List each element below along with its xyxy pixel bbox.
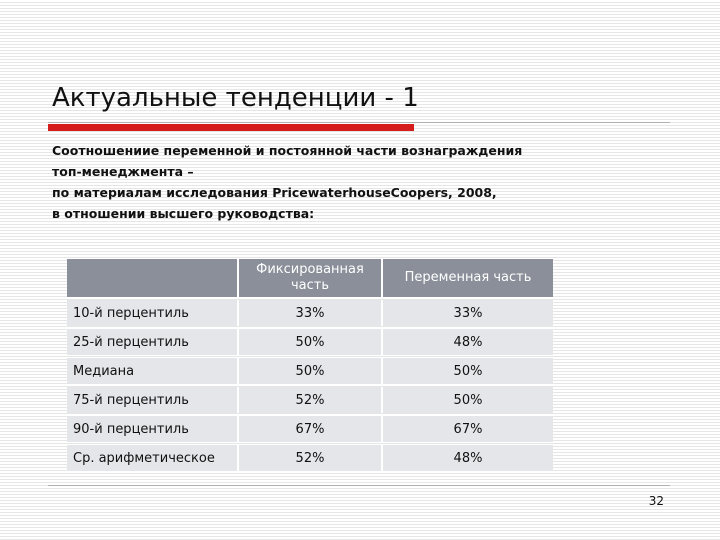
fixed-value: 50% (237, 329, 381, 355)
variable-value: 50% (381, 358, 553, 384)
table-row (67, 387, 553, 413)
subtitle-line: в отношении высшего руководства: (52, 206, 315, 221)
header-cell-label (67, 259, 237, 297)
fixed-value: 52% (237, 445, 381, 471)
variable-value: 48% (381, 445, 553, 471)
fixed-value: 67% (237, 416, 381, 442)
fixed-value: 50% (237, 358, 381, 384)
slide-title: Актуальные тенденции - 1 (52, 83, 419, 113)
row-label: Медиана (67, 358, 237, 384)
table-header-row (67, 259, 553, 297)
subtitle-line: топ-менеджмента – (52, 164, 194, 179)
footer-divider (48, 485, 670, 486)
row-label: 25-й перцентиль (67, 329, 237, 355)
row-label: Ср. арифметическое (67, 445, 237, 471)
title-accent-bar (48, 124, 414, 131)
slide-subtitle (52, 140, 672, 224)
page-number: 32 (648, 494, 664, 508)
subtitle-line: Соотношениие переменной и постоянной части вознаграждения (52, 143, 523, 158)
variable-value: 50% (381, 387, 553, 413)
row-label: 75-й перцентиль (67, 387, 237, 413)
row-label: 10-й перцентиль (67, 300, 237, 326)
table-row (67, 300, 553, 326)
table-row (67, 329, 553, 355)
variable-value: 33% (381, 300, 553, 326)
header-cell-variable: Переменная часть (381, 259, 553, 297)
table-row (67, 358, 553, 384)
variable-value: 67% (381, 416, 553, 442)
table-row (67, 445, 553, 471)
fixed-value: 52% (237, 387, 381, 413)
subtitle-line: по материалам исследования PricewaterhouseCoopers, 2008, (52, 185, 497, 200)
title-divider (48, 122, 670, 123)
variable-value: 48% (381, 329, 553, 355)
row-label: 90-й перцентиль (67, 416, 237, 442)
fixed-value: 33% (237, 300, 381, 326)
compensation-table (67, 256, 553, 474)
table-row (67, 416, 553, 442)
header-cell-fixed: Фиксированная часть (237, 259, 381, 297)
